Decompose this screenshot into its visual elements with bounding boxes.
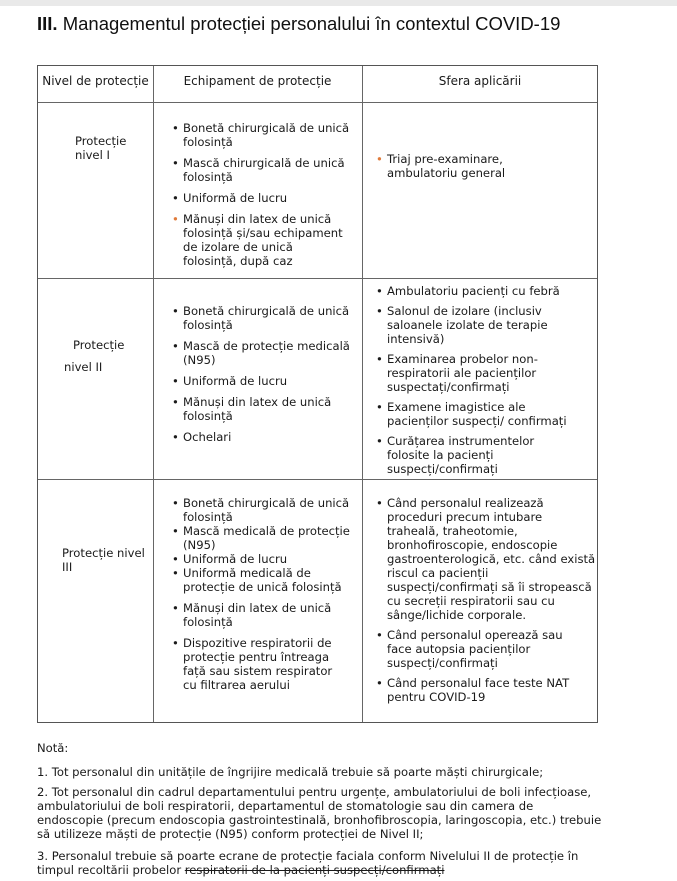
level-3-line2: III — [62, 560, 73, 574]
equipment-level-3 — [172, 496, 358, 692]
list-item: • Când personalul operează sau face autopsia pacienților suspecți/confirmați — [376, 628, 567, 670]
list-item: • Uniformă medicală de protecție de unică folosință — [172, 566, 358, 594]
equipment-level-1 — [172, 121, 358, 268]
list-item: • Examene imagistice ale pacienților suspecți/ confirmați — [376, 400, 577, 428]
column-divider — [362, 66, 363, 722]
level-1-line1: Protecție — [75, 134, 127, 148]
header-scope: Sfera aplicării — [438, 74, 522, 88]
list-item: • Uniformă de lucru — [172, 552, 358, 566]
list-item: • Examinarea probelor non-respiratorii ale pacienților suspectați/confirmați — [376, 352, 596, 394]
level-1-line2: nivel I — [75, 148, 110, 162]
notes-heading: Notă: — [37, 741, 69, 755]
list-item: • Salonul de izolare (inclusiv saloanele izolate de terapie intensivă) — [376, 304, 559, 346]
section-number: III. — [37, 13, 58, 34]
list-item: • Când personalul realizează proceduri precum intubare traheală, traheotomie, bronhofiroscopie, endoscopie gastroenterologică, etc. când există riscul ca pacienții suspecți/confirmați să îi stropească cu secreții respiratorii sau cu sânge/lichide corporale. — [376, 496, 596, 622]
scope-level-3 — [376, 496, 596, 704]
column-divider — [153, 66, 154, 722]
list-item: • Ambulatoriu pacienți cu febră — [376, 284, 596, 298]
note-3-struck-text: respiratorii de la pacienți suspecți/confirmați — [184, 863, 445, 877]
header-level: Nivel de protecție — [42, 74, 149, 88]
list-item: • Dispozitive respiratorii de protecție pentru întreaga față sau sistem respirator cu filtrarea aerului — [172, 636, 348, 692]
list-item: • Mască medicală de protecție (N95) — [172, 524, 358, 552]
header-equipment: Echipament de protecție — [183, 74, 332, 88]
top-bar — [0, 0, 677, 6]
list-item: • Bonetă chirurgicală de unică folosință — [172, 304, 358, 332]
list-item: • Mască chirurgicală de unică folosință — [172, 156, 358, 184]
level-1 — [75, 134, 153, 162]
list-item: • Curățarea instrumentelor folosite la pacienți suspecți/confirmați — [376, 434, 562, 476]
level-2-line1: Protecție — [73, 338, 125, 352]
list-item: • Mănuși din latex de unică folosință — [172, 395, 358, 423]
list-item: • Bonetă chirurgicală de unică folosință — [172, 496, 358, 524]
note-1: 1. Tot personalul din unitățile de îngrijire medicală trebuie să poarte măști chirurgicale; — [37, 765, 544, 779]
list-item: • Mănuși din latex de unică folosință și/sau echipament de izolare de unică folosință, după caz — [172, 212, 343, 268]
equipment-level-2 — [172, 304, 358, 444]
section-title-text: Managementul protecției personalului în contextul COVID-19 — [57, 13, 561, 34]
list-item: • Ochelari — [172, 430, 358, 444]
row-divider — [38, 102, 597, 103]
level-3 — [62, 546, 154, 574]
list-item: • Mănuși din latex de unică folosință — [172, 601, 358, 629]
list-item: • Bonetă chirurgicală de unică folosință — [172, 121, 358, 149]
note-3 — [37, 849, 603, 877]
list-item: • Triaj pre-examinare, ambulatoriu general — [376, 152, 556, 180]
level-2 — [64, 338, 153, 374]
level-3-line1: Protecție nivel — [62, 546, 145, 560]
scope-level-1 — [376, 152, 556, 180]
list-item: • Mască de protecție medicală (N95) — [172, 339, 358, 367]
note-2: 2. Tot personalul din cadrul departamentului pentru urgențe, ambulatoriului de boli infecțioase, ambulatoriului de boli respiratorii, departamentul de stomatologie sau din camera de endoscopie (precum endoscopia gastrointestinală, bronhofibroscopia, laringoscopia, etc.) trebuie să utilizeze măști de protecție (N95) conform protecției de Nivel II; — [37, 785, 602, 841]
row-divider — [38, 479, 597, 480]
section-title — [37, 13, 560, 35]
scope-level-2 — [376, 284, 596, 476]
protection-table — [37, 65, 598, 723]
row-divider — [38, 278, 597, 279]
list-item: • Când personalul face teste NAT pentru COVID-19 — [376, 676, 587, 704]
list-item: • Uniformă de lucru — [172, 191, 358, 205]
level-2-line2: nivel II — [64, 360, 103, 374]
note-3-text: 3. Personalul trebuie să poarte ecrane de protecție faciala conform Nivelului II de protecție în timpul recoltării probelor — [37, 849, 579, 877]
list-item: • Uniformă de lucru — [172, 374, 358, 388]
